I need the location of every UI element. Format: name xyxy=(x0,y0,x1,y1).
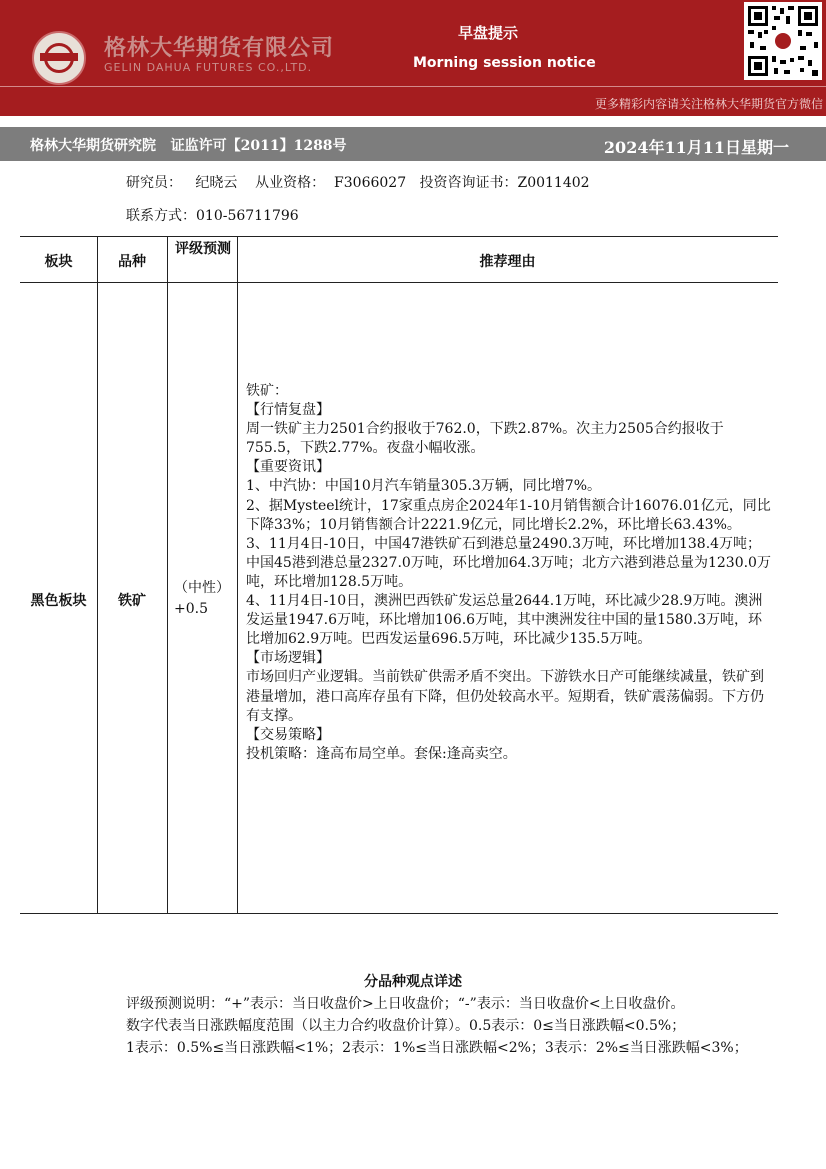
reason-line: 市场回归产业逻辑。当前铁矿供需矛盾不突出。下游铁水日产可能继续减量，铁矿到港量增加，港口高库存虽有下降，但仍处较高水平。短期看，铁矿震荡偏弱。下方仍有支撑。 xyxy=(246,669,764,724)
reason-line: 周一铁矿主力2501合约报收于762.0，下跌2.87%。次主力2505合约报收于755.5，下跌2.77%。夜盘小幅收涨。 xyxy=(246,421,724,457)
header-rating: 评级预测 xyxy=(175,241,231,257)
header-reason: 推荐理由 xyxy=(479,254,536,270)
contact-info: 联系方式：010-56711796 xyxy=(126,208,299,224)
section-title: 分品种观点详述 xyxy=(364,974,462,990)
notice-title-cn: 早盘提示 xyxy=(458,24,519,42)
wechat-note: 更多精彩内容请关注格林大华期货官方微信 xyxy=(594,97,823,111)
header-sector: 板块 xyxy=(44,254,73,270)
reason-line: 1、中汽协：中国10月汽车销量305.3万辆，同比增7%。 xyxy=(246,478,602,495)
reason-line: 【重要资讯】 xyxy=(246,459,330,476)
reason-line: 铁矿： xyxy=(246,383,288,399)
note-line: 1表示：0.5%≤当日涨跌幅<1%；2表示：1%≤当日涨跌幅<2%；3表示：2%≤当日涨跌幅<3%； xyxy=(126,1040,748,1056)
company-name-en: GELIN DAHUA FUTURES CO.,LTD. xyxy=(104,61,313,74)
reason-line: 4、11月4日-10日，澳洲巴西铁矿发运总量2644.1万吨，环比减少28.9万吨。澳洲发运量1947.6万吨，环比增加106.6万吨，其中澳洲发往中国的量1580.3万吨，环比增加62.9万吨。巴西发运量696.5万吨，环比减少135.5万吨。 xyxy=(246,593,763,648)
sector-cell: 黑色板块 xyxy=(30,593,87,609)
report-date: 2024年11月11日星期一 xyxy=(603,138,789,157)
reason-line: 2、据Mysteel统计，17家重点房企2024年1-10月销售额合计16076.01亿元，同比下降33%；10月销售额合计2221.9亿元，同比增长2.2%，环比增长63.43%。 xyxy=(246,497,771,533)
variety-cell: 铁矿 xyxy=(118,593,146,609)
reason-line: 【交易策略】 xyxy=(246,726,330,743)
notice-title-en: Morning session notice xyxy=(413,55,596,71)
rating-label: （中性） xyxy=(174,580,230,596)
reason-line: 【行情复盘】 xyxy=(246,402,330,419)
company-name-cn: 格林大华期货有限公司 xyxy=(104,36,335,61)
header-banner xyxy=(0,0,826,116)
rating-value: +0.5 xyxy=(174,601,208,617)
reason-line: 【市场逻辑】 xyxy=(246,650,330,667)
researcher-info: 研究员： 纪晓云 从业资格： F3066027 投资咨询证书：Z0011402 xyxy=(126,175,590,191)
company-logo-icon xyxy=(32,31,86,85)
reason-text xyxy=(246,382,774,764)
header-variety: 品种 xyxy=(118,254,146,270)
reason-line: 3、11月4日-10日，中国47港铁矿石到港总量2490.3万吨，环比增加138.4万吨；中国45港到港总量2327.0万吨，环比增加64.3万吨；北方六港到港总量为1230.0万吨，环比增加128.5万吨。 xyxy=(246,535,771,590)
note-line: 数字代表当日涨跌幅度范围（以主力合约收盘价计算）。0.5表示：0≤当日涨跌幅<0.5%； xyxy=(126,1018,686,1034)
reason-line: 投机策略：逢高布局空单。套保:逢高卖空。 xyxy=(246,745,517,762)
institute-license: 格林大华期货研究院 证监许可【2011】1288号 xyxy=(30,138,347,154)
header-divider xyxy=(0,86,826,87)
qr-code-icon[interactable] xyxy=(744,2,822,80)
note-line: 评级预测说明：“+”表示：当日收盘价>上日收盘价；“-”表示：当日收盘价<上日收盘价。 xyxy=(126,996,685,1012)
